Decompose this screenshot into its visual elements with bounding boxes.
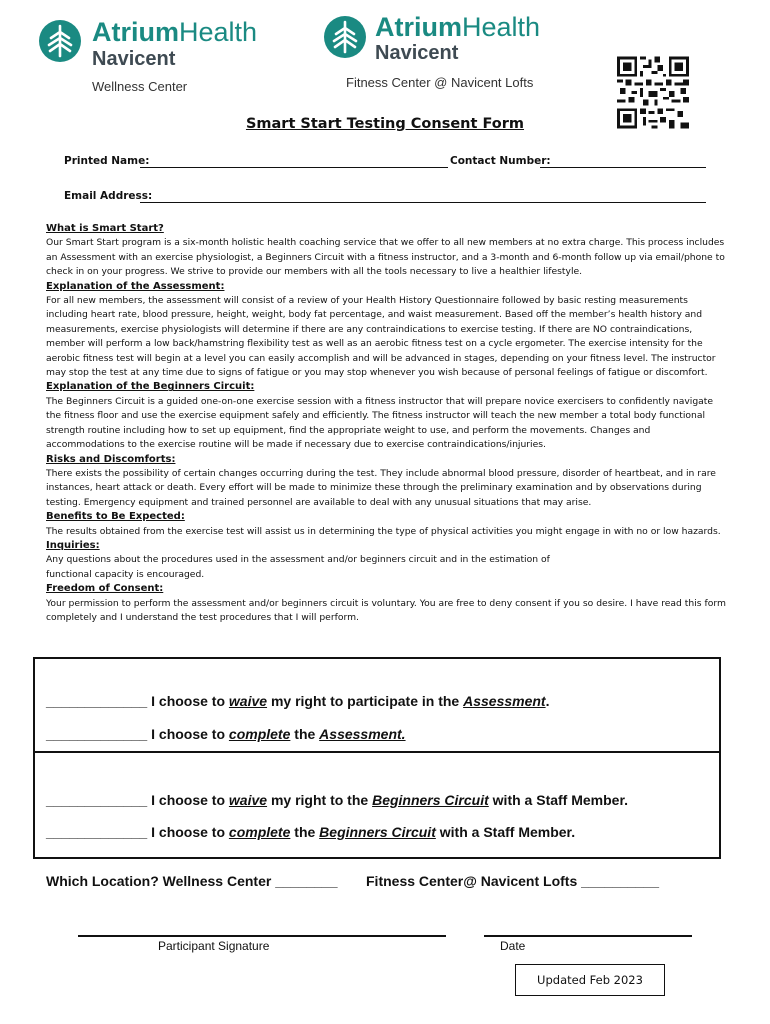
contact-number-field[interactable]: [540, 167, 706, 168]
date-line[interactable]: [484, 935, 692, 937]
participant-signature-label: Participant Signature: [158, 939, 270, 953]
atrium-logo-icon: [37, 18, 83, 64]
section-heading: Explanation of the Beginners Circuit:: [46, 381, 255, 393]
section-inquiries: [46, 539, 726, 582]
section-risks: [46, 453, 726, 511]
section-benefits: [46, 510, 726, 539]
date-label: Date: [500, 939, 526, 953]
atrium-logo-icon: [322, 14, 368, 60]
choice-complete-circuit: _____________ I choose to complete the Beginners Circuit with a Staff Member.: [46, 824, 576, 840]
section-heading: What is Smart Start?: [46, 223, 164, 234]
section-text: There exists the possibility of certain changes occurring during the test. They include abnormal blood pressure, disorder of heartbeat, and in rare instances, heart attack or death. Every effort will be made to minimize these through the preliminary examination and by observations during testing. Emergency equipment and trained personnel are available to deal with any unusual situations that may arise.: [46, 467, 716, 508]
email-field[interactable]: [140, 202, 706, 203]
brand-sub-left: Navicent: [92, 48, 176, 70]
printed-name-label: Printed Name:: [64, 155, 150, 167]
location-label-right: Fitness Center @ Navicent Lofts: [346, 75, 534, 90]
brand-sub-right: Navicent: [375, 42, 459, 64]
form-title: Smart Start Testing Consent Form: [245, 116, 525, 132]
choice-waive-circuit: _____________ I choose to waive my right to the Beginners Circuit with a Staff Member.: [46, 792, 629, 808]
location-question[interactable]: Which Location? Wellness Center ________: [46, 873, 338, 889]
section-text: Any questions about the procedures used in the assessment and/or beginners circuit and in the estimation of functional capacity is encouraged.: [46, 554, 550, 580]
contact-number-label: Contact Number:: [450, 155, 551, 167]
section-text: For all new members, the assessment will consist of a review of your Health History Questionnaire followed by basic resting measurements including heart rate, blood pressure, height, weight, body fat percentage, and waist measurement. Based off the member’s health history and measurements, exercise physiologists will determine if there are any contraindications to exercise testing. If there are NO contraindications, member will perform a low back/hamstring flexibility test as well as an aerobic fitness test on a cycle ergometer. The exercise intensity for the aerobic fitness test will begin at a level you can easily accomplish and will be advanced in stages, depending on your fitness level. The instructor may stop the test at any time due to signs of fatigue or you may stop whenever you wish because of personal feelings of fatigue or discomfort.: [46, 295, 716, 379]
section-text: The results obtained from the exercise test will assist us in determining the type of physical activities you might engage in with no or low hazards.: [46, 525, 721, 537]
location-label-left: Wellness Center: [92, 79, 188, 94]
printed-name-field[interactable]: [140, 167, 448, 168]
choice-waive-assessment: _____________ I choose to waive my right to participate in the Assessment.: [46, 693, 550, 709]
section-heading: Explanation of the Assessment:: [46, 280, 225, 292]
updated-stamp: Updated Feb 2023: [515, 964, 665, 996]
section-text: The Beginners Circuit is a guided one-on-one exercise session with a fitness instructor that will prepare novice exercisers to confidently navigate the fitness floor and use the exercise equipment safely and efficiently. The fitness instructor will teach the new member a total body functional strength routine including how to set up equipment, find the appropriate weight to use, and perform the movements. Changes and accommodations to the exercise routine will be made if necessary due to exercise contraindications/injuries.: [46, 395, 714, 451]
initial-blank[interactable]: _____________: [46, 824, 148, 840]
section-heading: Inquiries:: [46, 539, 100, 551]
brand-name-left: AtriumHealth: [92, 17, 258, 47]
section-heading: Risks and Discomforts:: [46, 453, 176, 465]
section-text: Our Smart Start program is a six-month holistic health coaching service that we offer to all new members at no extra charge. This process includes an Assessment with an exercise physiologist, a Beginners Circuit with a fitness instructor, and a 3-month and 6-month follow up via email/phone to check in on your progress. We strive to provide our members with all the tools necessary to live a healthier lifestyle.: [46, 237, 725, 278]
signature-line[interactable]: [78, 935, 446, 937]
section-heading: Freedom of Consent:: [46, 583, 164, 595]
section-heading: Benefits to Be Expected:: [46, 511, 185, 523]
initial-blank[interactable]: _____________: [46, 726, 148, 742]
section-what-is: [46, 222, 726, 280]
initial-blank[interactable]: _____________: [46, 792, 148, 808]
section-assessment: [46, 280, 726, 381]
initial-blank[interactable]: _____________: [46, 693, 148, 709]
location-option-lofts[interactable]: Fitness Center@ Navicent Lofts __________: [366, 873, 660, 889]
email-label: Email Address:: [64, 190, 153, 202]
section-beginners-circuit: [46, 380, 726, 452]
brand-name-right: AtriumHealth: [375, 12, 541, 42]
consent-body: [46, 222, 726, 625]
section-freedom: [46, 582, 726, 625]
section-text: Your permission to perform the assessment and/or beginners circuit is voluntary. You are free to deny consent if you so desire. I have read this form completely and I understand the test procedures that I will perform.: [46, 597, 726, 623]
choice-complete-assessment: _____________ I choose to complete the Assessment.: [46, 726, 406, 742]
